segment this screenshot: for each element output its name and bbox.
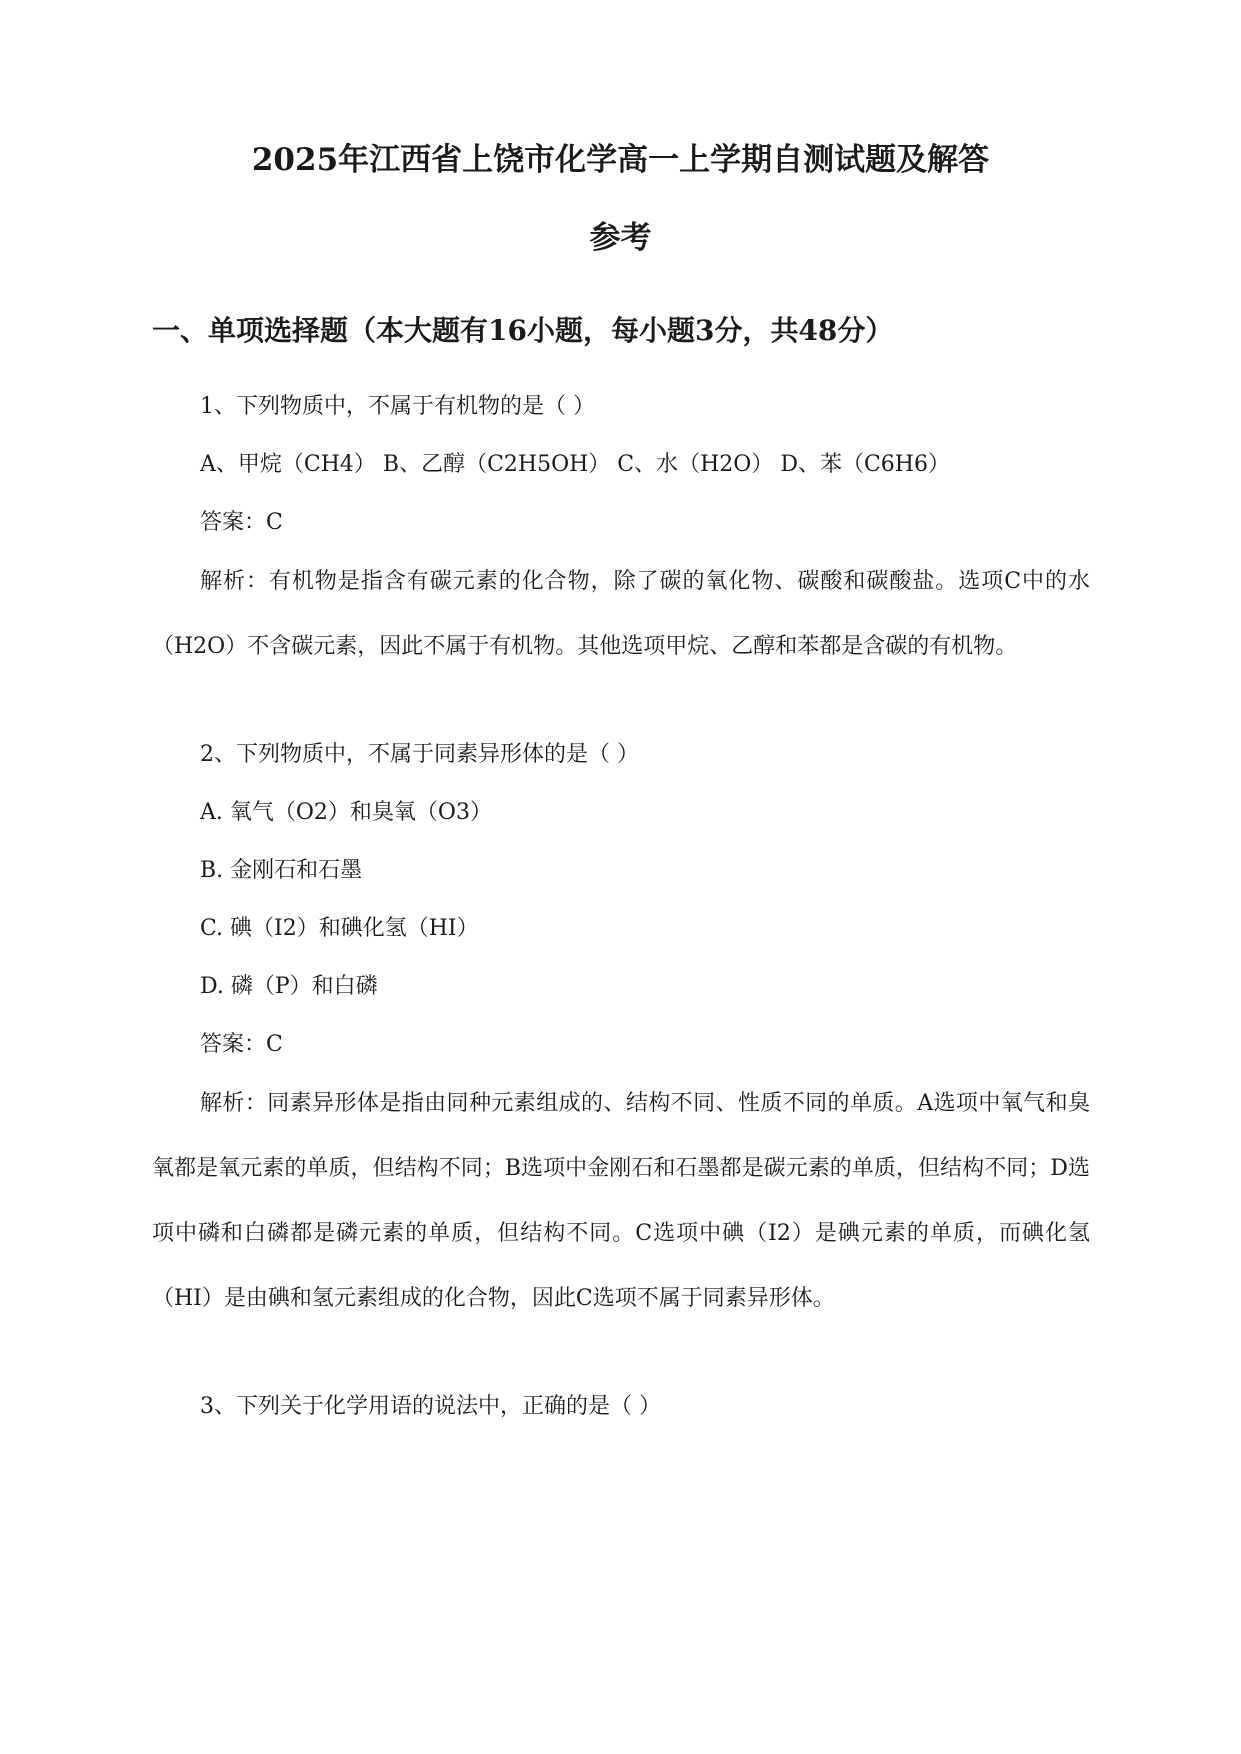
document-title-continued: 参考 <box>589 220 652 256</box>
question-2-option-b: B. 金刚石和石墨 <box>200 858 363 883</box>
question-2-option-d: D. 磷（P）和白磷 <box>200 974 378 999</box>
document-title: 2025年江西省上饶市化学高一上学期自测试题及解答 <box>251 142 990 178</box>
question-1-stem: 1、下列物质中，不属于有机物的是（ ） <box>200 394 595 419</box>
question-2-stem: 2、下列物质中，不属于同素异形体的是（ ） <box>200 742 639 767</box>
question-1-answer: 答案：C <box>200 510 283 535</box>
section-heading: 一、单项选择题（本大题有16小题，每小题3分，共48分） <box>152 314 894 347</box>
question-2-explanation: 解析：同素异形体是指由同种元素组成的、结构不同、性质不同的单质。A选项中氧气和臭氧都是氧元素的单质，但结构不同；B选项中金刚石和石墨都是碳元素的单质，但结构不同；D选项中磷和白磷都是磷元素的单质，但结构不同。C选项中碘（I2）是碘元素的单质，而碘化氢（HI）是由碘和氢元素组成的化合物，因此C选项不属于同素异形体。 <box>152 1091 1090 1311</box>
question-1-options: A、甲烷（CH4） B、乙醇（C2H5OH） C、水（H2O） D、苯（C6H6） <box>200 452 950 477</box>
question-2-option-c: C. 碘（I2）和碘化氢（HI） <box>200 916 479 941</box>
question-3-stem: 3、下列关于化学用语的说法中，正确的是（ ） <box>200 1394 661 1419</box>
question-2-option-a: A. 氧气（O2）和臭氧（O3） <box>200 800 492 825</box>
question-2-answer: 答案：C <box>200 1032 283 1057</box>
question-1-explanation: 解析：有机物是指含有碳元素的化合物，除了碳的氧化物、碳酸和碳酸盐。选项C中的水（H2O）不含碳元素，因此不属于有机物。其他选项甲烷、乙醇和苯都是含碳的有机物。 <box>152 569 1090 659</box>
